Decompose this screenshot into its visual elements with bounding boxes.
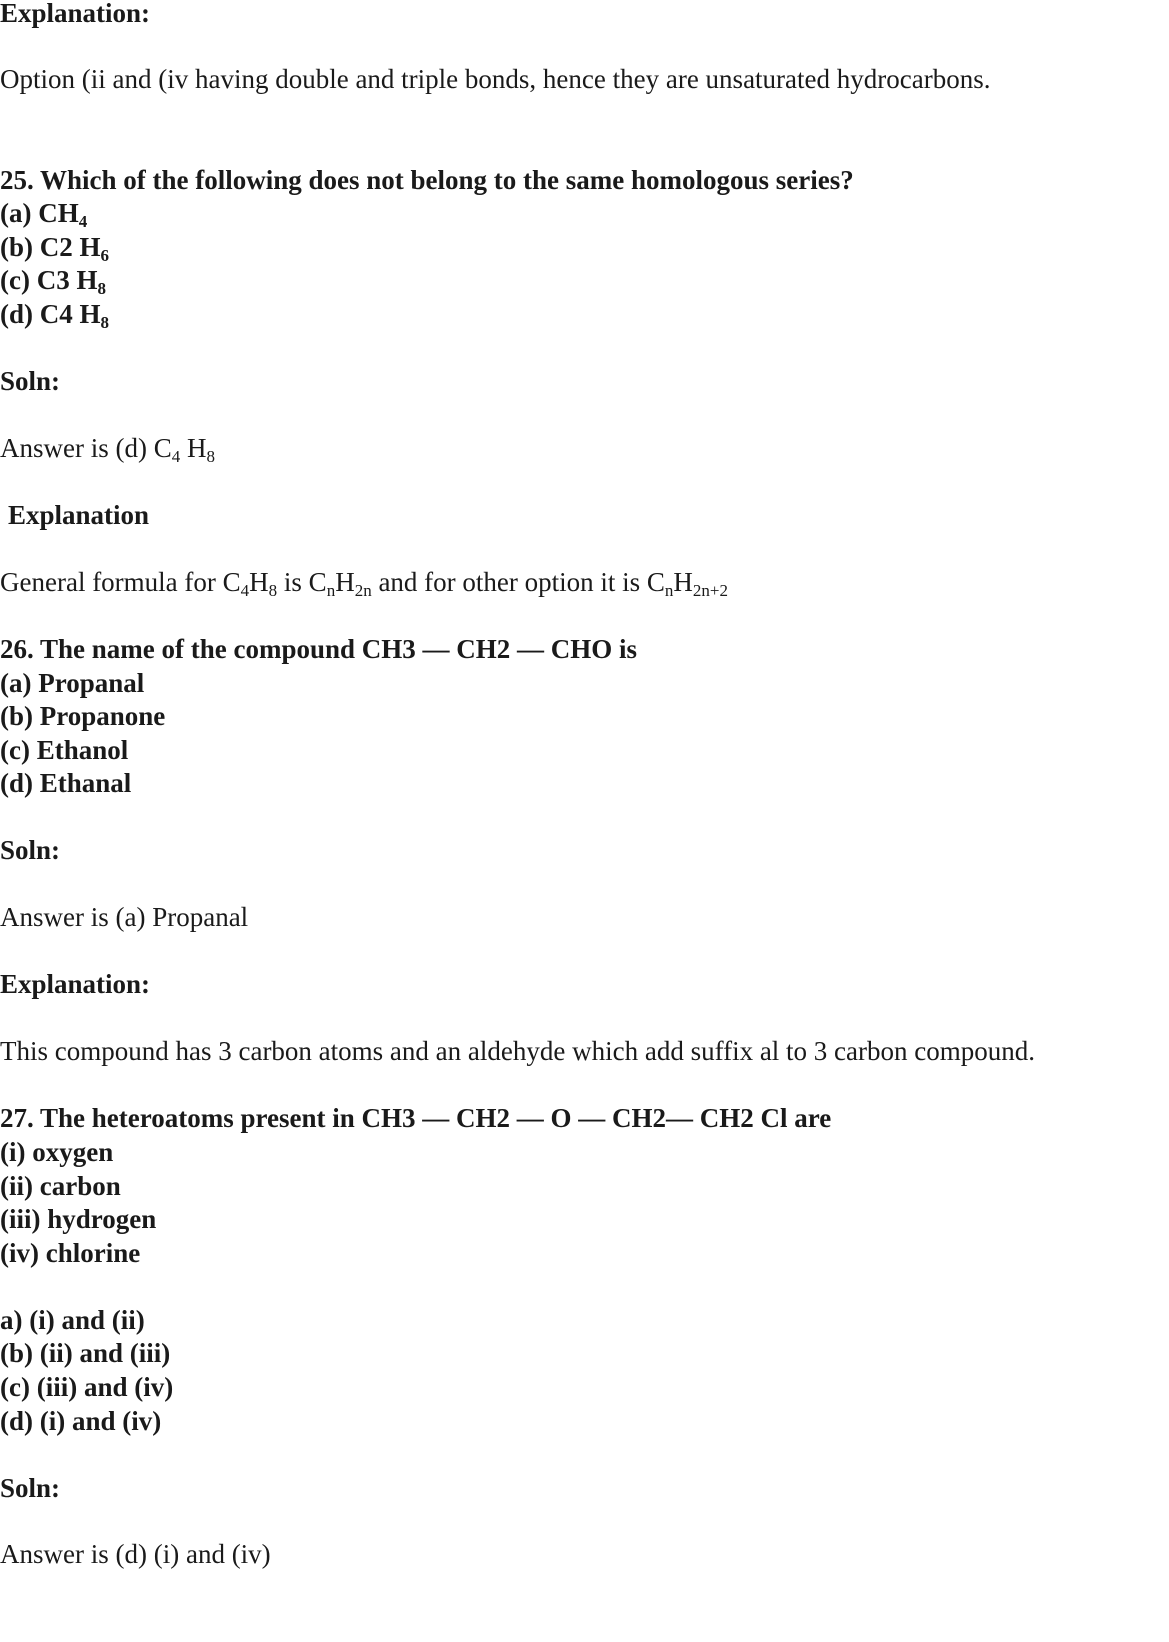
q26-option-d: (d) Ethanal	[0, 768, 132, 798]
q26-option-a: (a) Propanal	[0, 668, 145, 698]
q27-question: 27. The heteroatoms present in CH3 — CH2 — O — CH2— CH2 Cl are	[0, 1103, 832, 1133]
q25-question: 25. Which of the following does not belong to the same homologous series?	[0, 165, 854, 195]
q25-option-b: (b) C2 $H_6$	[0, 232, 109, 265]
explanation-heading: Explanation:	[0, 0, 151, 28]
q27-statement-iii: (iii) hydrogen	[0, 1204, 157, 1234]
q26-explanation-text: This compound has 3 carbon atoms and an aldehyde which add suffix al to 3 carbon compound.	[0, 1036, 1036, 1066]
q25-option-d: (d) C4 $H_8$	[0, 299, 109, 332]
q26-answer: Answer is (a) Propanal	[0, 902, 249, 932]
q27-answer: Answer is (d) (i) and (iv)	[0, 1539, 271, 1569]
q25-explanation-text: General formula for $C_4H_8$ is $C_nH_{2n}$ and for other option it is $C_nH_{2n+2}$	[0, 567, 728, 600]
explanation-text: Option (ii and (iv having double and triple bonds, hence they are unsaturated hydrocarbons.	[0, 64, 991, 94]
q25-option-a: (a) $CH_4$	[0, 198, 88, 231]
q26-option-c: (c) Ethanol	[0, 735, 129, 765]
q26-question: 26. The name of the compound CH3 — CH2 — CHO is	[0, 634, 638, 664]
q25-explanation-heading: Explanation	[8, 500, 150, 530]
q26-explanation-heading: Explanation:	[0, 969, 151, 999]
q26-soln-heading: Soln:	[0, 835, 61, 865]
q27-soln-heading: Soln:	[0, 1473, 61, 1503]
q25-answer: Answer is (d) $C_4$ $H_8$	[0, 433, 215, 466]
q27-statement-ii: (ii) carbon	[0, 1171, 121, 1201]
q27-option-c: (c) (iii) and (iv)	[0, 1372, 174, 1402]
q27-statement-i: (i) oxygen	[0, 1137, 114, 1167]
q27-statement-iv: (iv) chlorine	[0, 1238, 141, 1268]
q27-option-a: a) (i) and (ii)	[0, 1305, 145, 1335]
q26-option-b: (b) Propanone	[0, 701, 166, 731]
q27-option-b: (b) (ii) and (iii)	[0, 1338, 171, 1368]
q27-option-d: (d) (i) and (iv)	[0, 1406, 162, 1436]
q25-soln-heading: Soln:	[0, 366, 61, 396]
q25-option-c: (c) C3 $H_8$	[0, 265, 106, 298]
